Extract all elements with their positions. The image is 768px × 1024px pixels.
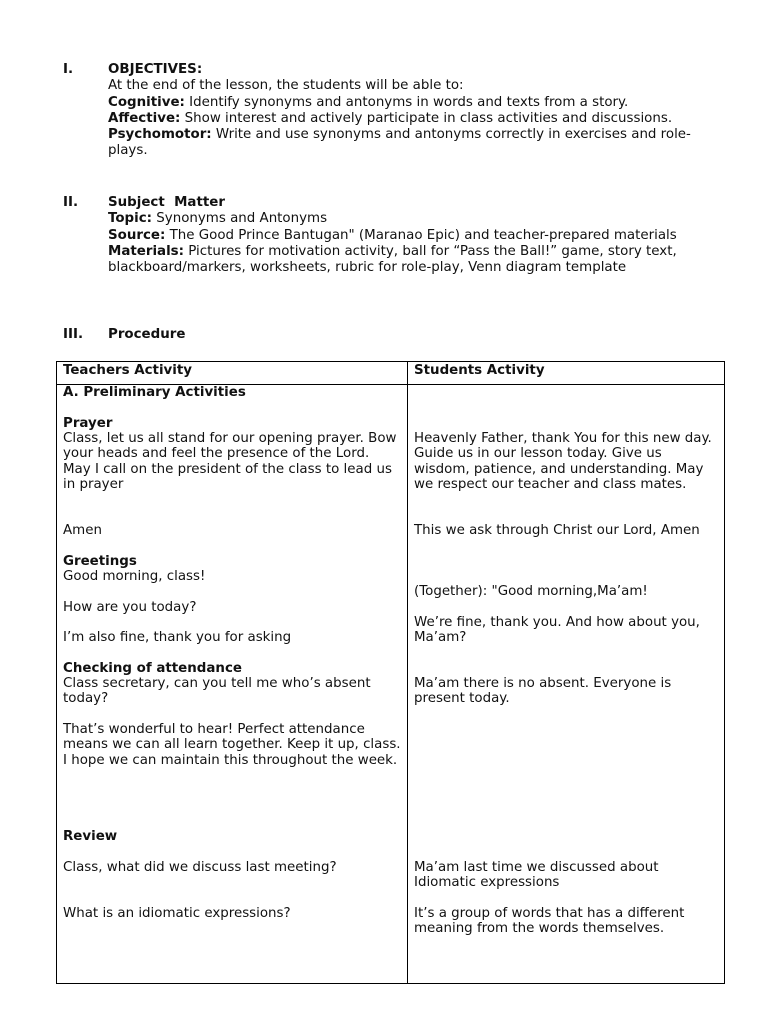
greetings-heading: Greetings xyxy=(63,554,137,569)
section-number: I. xyxy=(63,62,74,77)
subject-text: Synonyms and Antonyms xyxy=(152,211,328,227)
prayer-instruction: Class, let us all stand for our opening prayer. Bow your heads and feel the presence of the Lord. May I call on the president of the class to lead us in prayer xyxy=(63,431,397,492)
attendance-heading: Checking of attendance xyxy=(63,661,242,676)
teachers-activity-cell xyxy=(57,385,408,984)
procedure-body xyxy=(108,327,723,343)
review-question: What is an idiomatic expressions? xyxy=(63,906,291,921)
objective-text: Show interest and actively participate in class activities and discussions. xyxy=(180,110,673,126)
student-prayer-end: This we ask through Christ our Lord, Amen xyxy=(414,523,700,538)
subject-label: Source: xyxy=(108,227,166,243)
subject-label: Topic: xyxy=(108,211,153,227)
student-attendance: Ma’am there is no absent. Everyone is present today. xyxy=(414,676,672,707)
teachers-activity-header: Teachers Activity xyxy=(57,362,408,385)
objective-label: Cognitive: xyxy=(108,94,185,110)
section-number: III. xyxy=(63,327,84,342)
subject-matter-section xyxy=(63,195,723,276)
section-heading: OBJECTIVES: xyxy=(108,62,203,77)
objectives-section xyxy=(63,62,723,160)
subject-text: Pictures for motivation activity, ball for “Pass the Ball!” game, story text, blackboard/markers, worksheets, rubric for role-play, Venn diagram template xyxy=(108,243,677,276)
objective-text: Write and use synonyms and antonyms correctly in exercises and role-plays. xyxy=(108,127,691,159)
objective-label: Psychomotor: xyxy=(108,127,212,143)
teacher-amen: Amen xyxy=(63,523,102,538)
objective-text: Identify synonyms and antonyms in words and texts from a story. xyxy=(184,94,629,110)
section-heading: Procedure xyxy=(108,327,186,342)
subject-text: The Good Prince Bantugan" (Maranao Epic) and teacher-prepared materials xyxy=(165,227,677,243)
objectives-body xyxy=(108,62,723,160)
subject-item xyxy=(108,211,723,227)
teacher-greeting: Good morning, class! xyxy=(63,569,206,584)
attendance-response: That’s wonderful to hear! Perfect attendance means we can all learn together. Keep it up, class. I hope we can maintain this throughout the week. xyxy=(63,722,401,768)
preliminary-heading: A. Preliminary Activities xyxy=(63,385,246,400)
objective-label: Affective: xyxy=(108,110,181,126)
students-activity-cell xyxy=(408,385,725,984)
table-row xyxy=(57,385,725,984)
objective-item xyxy=(108,127,723,160)
teacher-question: How are you today? xyxy=(63,600,197,615)
student-reply: We’re fine, thank you. And how about you, Ma’am? xyxy=(414,615,700,646)
subject-label: Materials: xyxy=(108,243,184,259)
student-review-answer: Ma’am last time we discussed about Idiomatic expressions xyxy=(414,860,659,891)
students-activity-header: Students Activity xyxy=(408,362,725,385)
subject-body xyxy=(108,195,723,276)
attendance-question: Class secretary, can you tell me who’s absent today? xyxy=(63,676,371,707)
subject-item xyxy=(108,244,723,277)
procedure-section xyxy=(63,327,723,343)
prayer-heading: Prayer xyxy=(63,416,113,431)
table-header-row xyxy=(57,362,725,385)
teacher-reply: I’m also fine, thank you for asking xyxy=(63,630,292,645)
section-number: II. xyxy=(63,195,79,210)
objectives-intro: At the end of the lesson, the students will be able to: xyxy=(108,78,464,94)
student-review-answer: It’s a group of words that has a different meaning from the words themselves. xyxy=(414,906,685,937)
student-prayer: Heavenly Father, thank You for this new day. Guide us in our lesson today. Give us wisdom, patience, and understanding. May we respect our teacher and class mates. xyxy=(414,431,712,492)
student-greeting: (Together): "Good morning,Ma’am! xyxy=(414,584,648,599)
objective-item xyxy=(108,111,723,127)
objective-item xyxy=(108,95,723,111)
review-heading: Review xyxy=(63,829,118,844)
subject-item xyxy=(108,228,723,244)
review-question: Class, what did we discuss last meeting? xyxy=(63,860,337,875)
procedure-table xyxy=(56,361,725,984)
section-heading: Subject Matter xyxy=(108,195,225,210)
